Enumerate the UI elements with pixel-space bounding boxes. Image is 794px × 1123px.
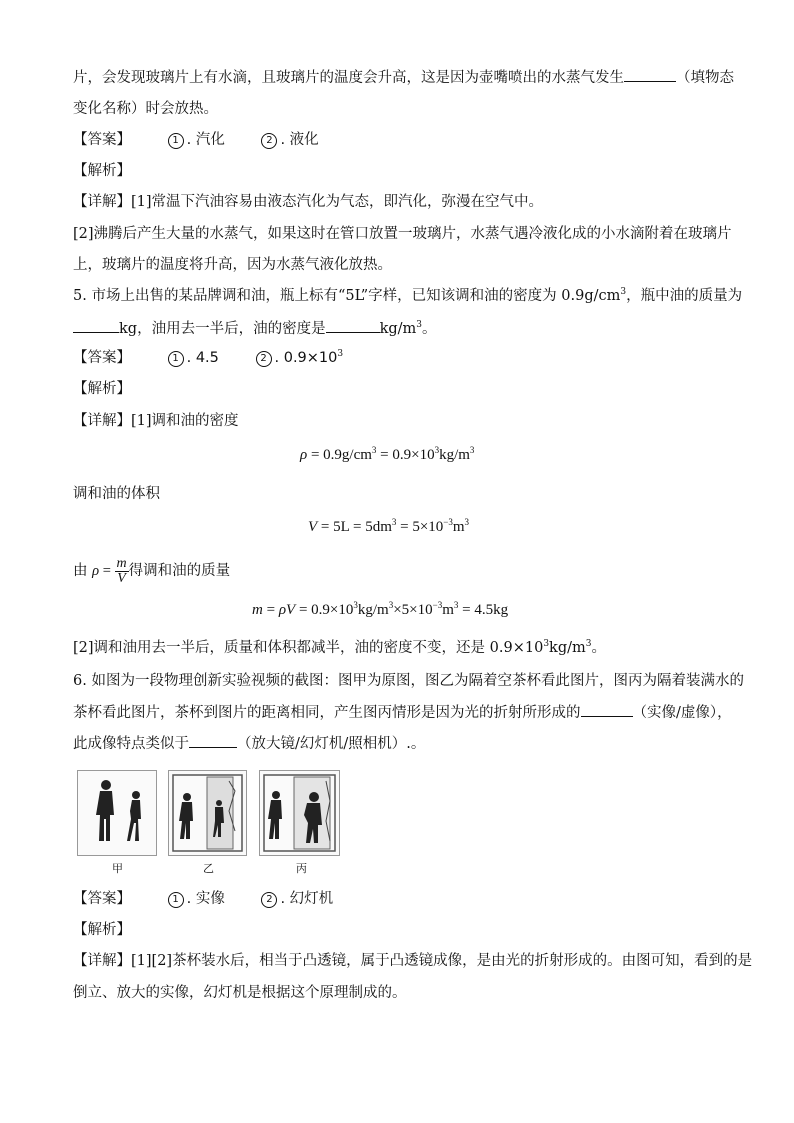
question-5-line2: kg，油用去一半后，油的密度是 $kg/m^3$。 xyxy=(73,318,437,339)
detail-line: 调和油的体积 xyxy=(73,486,160,502)
circled-number-icon: 2 xyxy=(256,351,272,367)
circled-number-icon: 2 xyxy=(261,892,277,908)
question-6: 6. 如图为一段物理创新实验视频的截图：图甲为原图，图乙为隔着空茶杯看此图片，图丙为隔着装满水的 xyxy=(73,673,744,689)
figure-jia xyxy=(77,770,157,856)
detail-line: [2]沸腾后产生大量的水蒸气，如果这时在管口放置一玻璃片，水蒸气遇冷液化成的小水滴附着在玻璃片 xyxy=(73,226,732,242)
formula-volume: $V = 5L = 5dm^3 = 5\times 10^{-3}m^3$ xyxy=(308,517,470,535)
detail-line: 由 ρ = $\frac{m}{V}$ 得调和油的质量 xyxy=(73,555,231,586)
detail-line: 【详解】[1][2]茶杯装水后，相当于凸透镜，属于凸透镜成像，是由光的折射形成的。由图可知，看到的是 xyxy=(73,953,753,969)
question-6-line2: 茶杯看此图片，茶杯到图片的距离相同，产生图丙情形是因为光的折射所形成的 （实像/虚像）， xyxy=(73,702,732,723)
detail-line: 【详解】[1]调和油的密度 xyxy=(73,413,239,429)
detail-line: [2]调和油用去一半后，质量和体积都减半，油的密度不变，还是 $0.9\times 10^3kg/m^3$。 xyxy=(73,639,606,656)
fraction: $\frac{m}{V}$ xyxy=(116,555,127,586)
figure-caption: 丙 xyxy=(296,862,307,875)
figure-bing xyxy=(259,770,340,856)
question-5: 5. 市场上出售的某品牌调和油，瓶上标有“5L”字样，已知该调和油的密度为 $0.9g/cm^3$，瓶中油的质量为 xyxy=(73,287,743,304)
fill-blank xyxy=(581,702,633,717)
detail-line: 倒立、放大的实像，幻灯机是根据这个原理制成的。 xyxy=(73,985,407,1001)
figure-caption: 甲 xyxy=(112,862,123,875)
answer-line: 【答案】 1 . 汽化 2 . 液化 xyxy=(73,132,319,148)
analysis-label: 【解析】 xyxy=(73,922,131,938)
analysis-label: 【解析】 xyxy=(73,163,131,179)
formula-density: $\rho = 0.9g/cm^3 = 0.9\times 10^3kg/m^3$ xyxy=(300,445,475,463)
circled-number-icon: 2 xyxy=(261,133,277,149)
answer-line: 【答案】 1 . 4.5 2 . $0.9\times 10^3$ xyxy=(73,349,344,366)
figure-caption: 乙 xyxy=(203,862,214,875)
detail-line: 【详解】[1]常温下汽油容易由液态汽化为气态，即汽化，弥漫在空气中。 xyxy=(73,194,544,210)
detail-line: 上，玻璃片的温度将升高，因为水蒸气液化放热。 xyxy=(73,257,392,273)
answer-line: 【答案】 1 . 实像 2 . 幻灯机 xyxy=(73,891,334,907)
fill-blank xyxy=(73,318,119,333)
formula-mass: $m = \rho V = 0.9\times 10^3kg/m^3\times 5\times 10^{-3}m^3 = 4.5kg$ xyxy=(252,600,509,618)
question-6-line3: 此成像特点类似于 （放大镜/幻灯机/照相机）.。 xyxy=(73,733,425,754)
circled-number-icon: 1 xyxy=(168,133,184,149)
circled-number-icon: 1 xyxy=(168,351,184,367)
fill-blank xyxy=(624,67,676,82)
figure-yi xyxy=(168,770,247,856)
fill-blank xyxy=(326,318,380,333)
circled-number-icon: 1 xyxy=(168,892,184,908)
text-line: 片，会发现玻璃片上有水滴，且玻璃片的温度会升高，这是因为壶嘴喷出的水蒸气发生 （填物态 xyxy=(73,67,734,88)
analysis-label: 【解析】 xyxy=(73,381,131,397)
silhouette-people-icon xyxy=(78,771,156,855)
cup-water-image-icon xyxy=(260,771,339,855)
cup-distorted-image-icon xyxy=(169,771,246,855)
fill-blank xyxy=(189,733,237,748)
text-line: 变化名称）时会放热。 xyxy=(73,101,218,117)
